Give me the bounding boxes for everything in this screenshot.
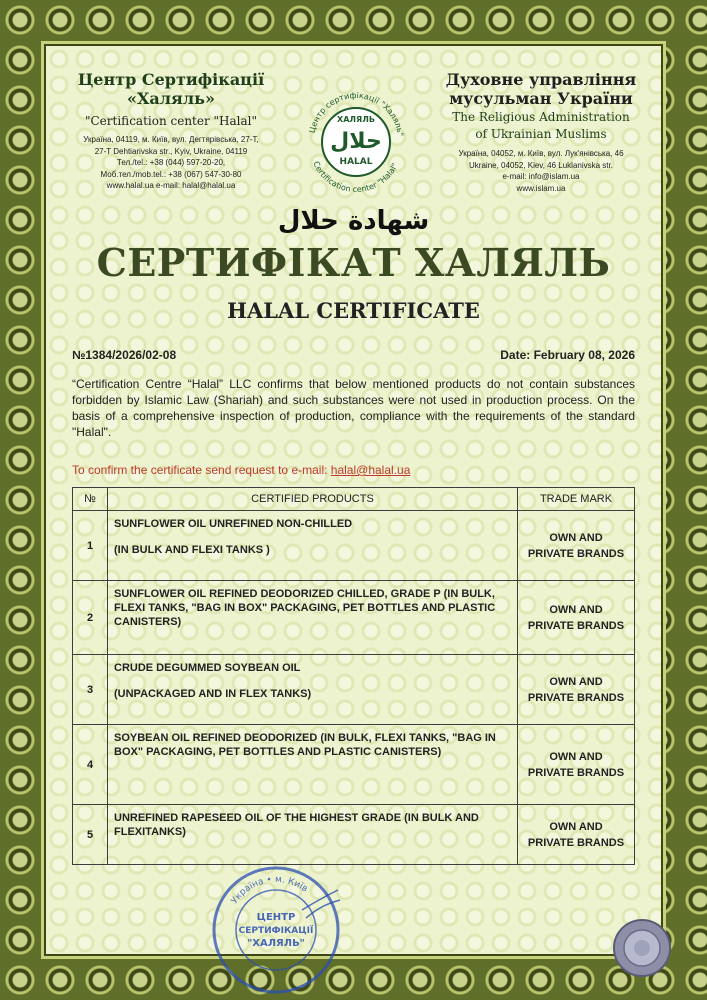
trademark-line-2: PRIVATE BRANDS	[527, 691, 625, 704]
trademark-line-1: OWN AND	[549, 750, 603, 763]
row-number: 1	[73, 511, 108, 581]
issuer-contacts	[66, 134, 276, 192]
product-name: SUNFLOWER OIL REFINED DEODORIZED CHILLED, GRADE P (IN BULK, FLEXI TANKS, "BAG IN BOX" PACKAGING, PET BOTTLES AND PLASTIC CANISTERS)	[114, 588, 496, 628]
trademark-line-1: OWN AND	[549, 531, 603, 544]
logo-top-text: Центр сертифікації "Халяль"	[307, 90, 405, 137]
logo-bottom-text: Certification center "Halal"	[311, 159, 400, 192]
table-row	[73, 655, 635, 725]
certificate-number: №1384/2026/02-08	[72, 348, 177, 362]
trademark-line-1: OWN AND	[549, 603, 603, 616]
product-name: SUNFLOWER OIL UNREFINED NON-CHILLED	[114, 518, 353, 530]
confirmation-text: To confirm the certificate send request to e-mail:	[72, 463, 328, 477]
row-number: 3	[73, 655, 108, 725]
table-header-row	[73, 488, 635, 511]
table-row	[73, 725, 635, 805]
issuer-name-uk: Центр Сертифікації	[77, 70, 265, 89]
table-row	[73, 805, 635, 865]
product-name: SOYBEAN OIL REFINED DEODORIZED (IN BULK, FLEXI TANKS, "BAG IN BOX" PACKAGING, PET BOTTLES AND PLASTIC CANISTERS)	[114, 732, 496, 758]
hologram-seal-icon	[612, 918, 672, 978]
issuer-header	[66, 70, 276, 192]
product-cell	[108, 725, 518, 805]
issuer-name-en: "Certification center "Halal"	[84, 114, 258, 128]
trademark-line-2: PRIVATE BRANDS	[527, 766, 625, 779]
trademark-line-2: PRIVATE BRANDS	[527, 619, 625, 632]
partner-email: e-mail: info@islam.ua	[502, 172, 580, 181]
issuer-address-en: 27-T Dehtiarivska str., Kyiv, Ukraine, 04119	[94, 146, 248, 156]
header-products: CERTIFIED PRODUCTS	[108, 488, 518, 511]
title-english: HALAL CERTIFICATE	[227, 298, 480, 323]
trademark-cell	[518, 511, 635, 581]
row-number: 2	[73, 581, 108, 655]
official-stamp	[206, 860, 346, 1000]
partner-address-en: Ukraine, 04052, Kiev, 46 Luklanivska str.	[469, 160, 613, 170]
partner-name-en-1: The Religious Administration	[452, 110, 630, 124]
stamp-line-1: ЦЕНТР	[256, 912, 296, 923]
product-packaging: (IN BULK AND FLEXI TANKS )	[114, 544, 270, 556]
row-number: 4	[73, 725, 108, 805]
partner-name-uk-2: мусульман України	[449, 89, 633, 108]
confirmation-email-link[interactable]: halal@halal.ua	[330, 463, 411, 477]
partner-name-en-2: of Ukrainian Muslims	[475, 127, 607, 141]
table-row	[73, 581, 635, 655]
trademark-line-2: PRIVATE BRANDS	[527, 836, 625, 849]
title-arabic: شهادة حلال	[277, 206, 430, 236]
certification-statement: “Certification Centre “Halal” LLC confirms that below mentioned products do not contain substances forbidden by Islamic Law (Shariah) and such substances were not used in production process. On the basis of a comprehensive inspection of production, compliance with the requirements of the standard "Halal".	[72, 377, 635, 439]
product-packaging: (UNPACKAGED AND IN FLEX TANKS)	[114, 688, 312, 700]
issuer-web: www.halal.ua e-mail: halal@halal.ua	[106, 181, 236, 190]
stamp-line-3: "ХАЛЯЛЬ"	[247, 938, 305, 949]
partner-name-uk: Духовне управління	[445, 70, 637, 89]
trademark-cell	[518, 725, 635, 805]
table-row	[73, 511, 635, 581]
logo-latin: HALAL	[339, 157, 373, 167]
partner-address-uk: Україна, 04052, м. Київ, вул. Лук'янівська, 46	[458, 149, 624, 158]
stamp-line-2: СЕРТИФІКАЦІЇ	[238, 926, 314, 936]
certificate-date: Date: February 08, 2026	[500, 348, 635, 362]
trademark-cell	[518, 655, 635, 725]
partner-web: www.islam.ua	[516, 183, 566, 193]
issuer-address-uk: Україна, 04119, м. Київ, вул. Дегтярівська, 27-Т,	[83, 135, 259, 144]
trademark-line-1: OWN AND	[549, 820, 603, 833]
issuer-phone: Тел./tel.: +38 (044) 597-20-20,	[116, 158, 226, 167]
product-cell	[108, 581, 518, 655]
issuer-mobile: Моб.тел./mob.tel.: +38 (067) 547-30-80	[100, 169, 242, 179]
halal-logo	[296, 82, 416, 192]
trademark-cell	[518, 805, 635, 865]
trademark-line-1: OWN AND	[549, 675, 603, 688]
logo-arabic: حلال	[330, 129, 382, 154]
title-ukrainian: СЕРТИФІКАТ ХАЛЯЛЬ	[96, 240, 611, 285]
product-name: CRUDE DEGUMMED SOYBEAN OIL	[114, 662, 301, 674]
product-cell	[108, 511, 518, 581]
row-number: 5	[73, 805, 108, 865]
product-cell	[108, 805, 518, 865]
partner-contacts	[441, 148, 641, 194]
header-trademark: TRADE MARK	[518, 488, 635, 511]
trademark-cell	[518, 581, 635, 655]
certified-products-table	[72, 487, 635, 865]
trademark-line-2: PRIVATE BRANDS	[527, 547, 625, 560]
confirmation-note	[72, 463, 410, 477]
product-name: UNREFINED RAPESEED OIL OF THE HIGHEST GRADE (IN BULK AND FLEXITANKS)	[114, 812, 479, 838]
header-number: №	[73, 488, 108, 511]
product-cell	[108, 655, 518, 725]
issuer-name-uk-2: «Халяль»	[126, 89, 216, 108]
stamp-ring-text: Україна • м. Київ	[229, 874, 310, 906]
logo-cyrillic: ХАЛЯЛЬ	[337, 115, 375, 124]
partner-header	[441, 70, 641, 194]
